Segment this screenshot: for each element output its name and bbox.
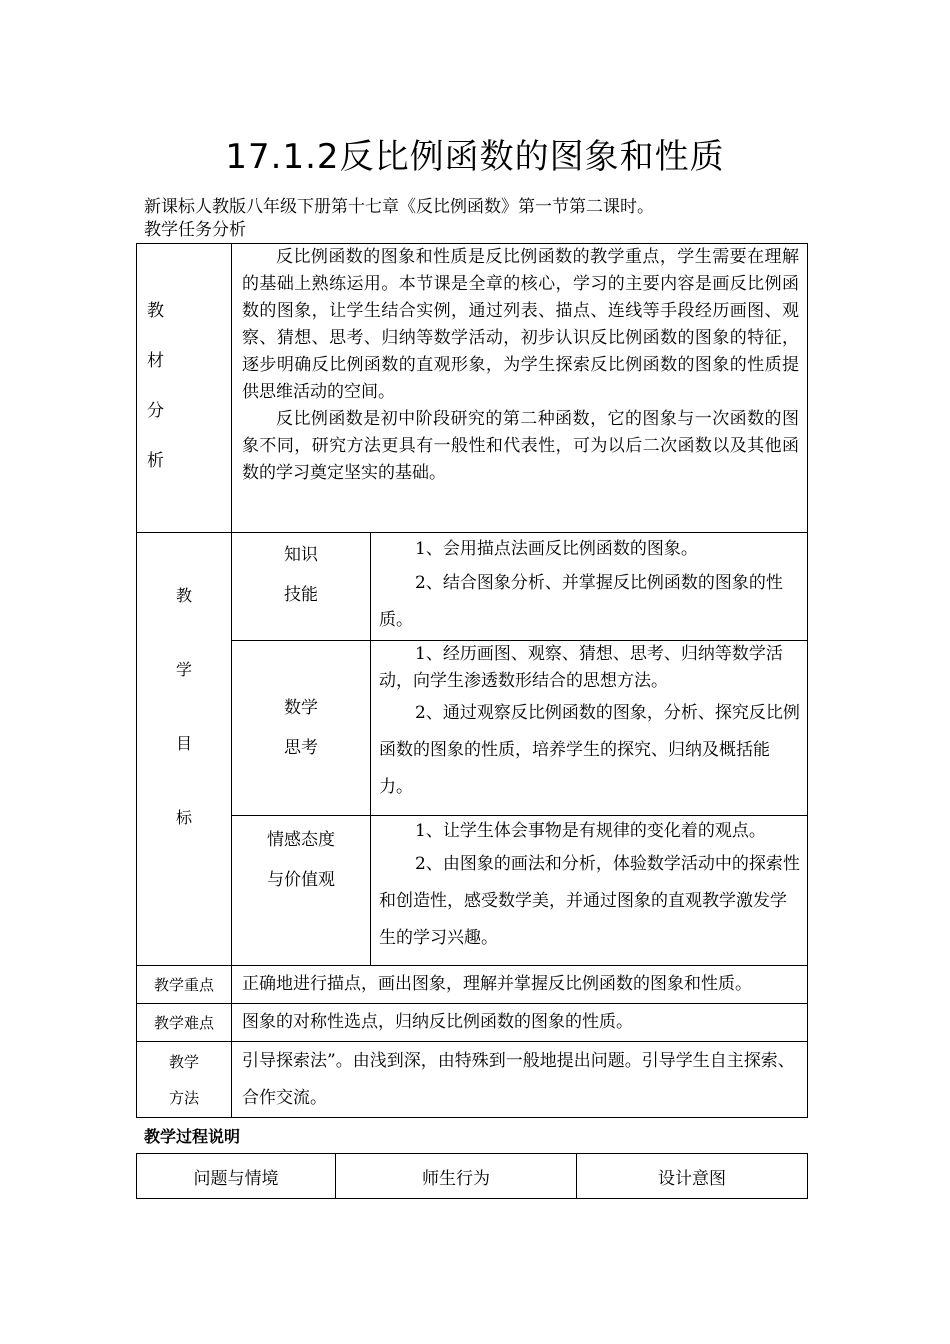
knowledge-label	[232, 533, 371, 641]
key-point-text: 正确地进行描点，画出图象，理解并掌握反比例函数的图象和性质。	[232, 966, 808, 1004]
label-char: 材	[147, 351, 164, 371]
goal-item: 2、通过观察反比例函数的图象，分析、探究反比例函数的图象的性质，培养学生的探究、归纳及概括能力。	[379, 703, 800, 797]
label-line: 思考	[284, 738, 318, 758]
goal-attitude-row	[137, 816, 808, 966]
label-line: 与价值观	[267, 870, 335, 890]
knowledge-content	[371, 533, 808, 641]
label-line: 知识	[284, 545, 318, 565]
material-analysis-row	[137, 244, 808, 533]
teaching-goals-label	[137, 533, 232, 966]
task-analysis-table	[136, 243, 808, 1118]
attitude-content	[371, 816, 808, 966]
label-char: 分	[147, 401, 164, 421]
material-analysis-label	[137, 244, 232, 533]
difficulty-text: 图象的对称性选点，归纳反比例函数的图象的性质。	[232, 1004, 808, 1042]
label-char: 目	[175, 734, 192, 753]
process-column-header: 师生行为	[336, 1154, 577, 1199]
goal-item: 1、会用描点法画反比例函数的图象。	[415, 539, 698, 559]
key-point-label: 教学重点	[137, 966, 232, 1004]
label-char: 析	[147, 451, 164, 471]
method-label	[137, 1042, 232, 1118]
analysis-paragraph: 反比例函数的图象和性质是反比例函数的教学重点，学生需要在理解的基础上熟练运用。本节课是全章的核心，学习的主要内容是画反比例函数的图象，让学生结合实例，通过列表、描点、连线等手段经历画图、观察、猜想、思考、归纳等数学活动，初步认识反比例函数的图象的特征，逐步明确反比例函数的直观形象，为学生探索反比例函数的图象的性质提供思维活动的空间。	[242, 247, 799, 402]
process-header-row	[137, 1154, 808, 1199]
goal-item: 1、经历画图、观察、猜想、思考、归纳等数学活动，向学生渗透数形结合的思想方法。	[379, 644, 783, 691]
goal-thinking-row	[137, 641, 808, 816]
difficulty-row	[137, 1004, 808, 1042]
label-line: 数学	[284, 698, 318, 718]
task-heading: 教学任务分析	[144, 220, 246, 240]
process-heading: 教学过程说明	[144, 1127, 241, 1146]
label-line: 情感态度	[267, 830, 335, 850]
goal-knowledge-row	[137, 533, 808, 641]
label-char: 标	[175, 808, 192, 827]
label-char: 教	[147, 301, 164, 321]
method-row	[137, 1042, 808, 1118]
label-line: 教学	[168, 1052, 199, 1071]
process-table	[136, 1153, 808, 1199]
intro-line: 新课标人教版八年级下册第十七章《反比例函数》第一节第二课时。	[144, 197, 654, 217]
thinking-label	[232, 641, 371, 816]
attitude-label	[232, 816, 371, 966]
goal-item: 2、由图象的画法和分析，体验数学活动中的探索性和创造性，感受数学美，并通过图象的直观教学激发学生的学习兴趣。	[379, 854, 800, 948]
goal-item: 1、让学生体会事物是有规律的变化着的观点。	[415, 821, 766, 841]
analysis-paragraph: 反比例函数是初中阶段研究的第二种函数，它的图象与一次函数的图象不同，研究方法更具有一般性和代表性，可为以后二次函数以及其他函数的学习奠定坚实的基础。	[242, 409, 799, 483]
thinking-content	[371, 641, 808, 816]
process-column-header: 问题与情境	[137, 1154, 336, 1199]
page-title: 17.1.2反比例函数的图象和性质	[225, 137, 725, 177]
label-char: 教	[175, 586, 192, 605]
material-analysis-content	[232, 244, 808, 533]
difficulty-label: 教学难点	[137, 1004, 232, 1042]
goal-item: 2、结合图象分析、并掌握反比例函数的图象的性质。	[379, 573, 783, 630]
label-char: 学	[175, 660, 192, 679]
key-point-row	[137, 966, 808, 1004]
label-line: 技能	[284, 585, 318, 605]
method-text: 引导探索法”。由浅到深，由特殊到一般地提出问题。引导学生自主探索、合作交流。	[232, 1042, 808, 1118]
label-line: 方法	[168, 1088, 199, 1107]
process-column-header: 设计意图	[577, 1154, 808, 1199]
